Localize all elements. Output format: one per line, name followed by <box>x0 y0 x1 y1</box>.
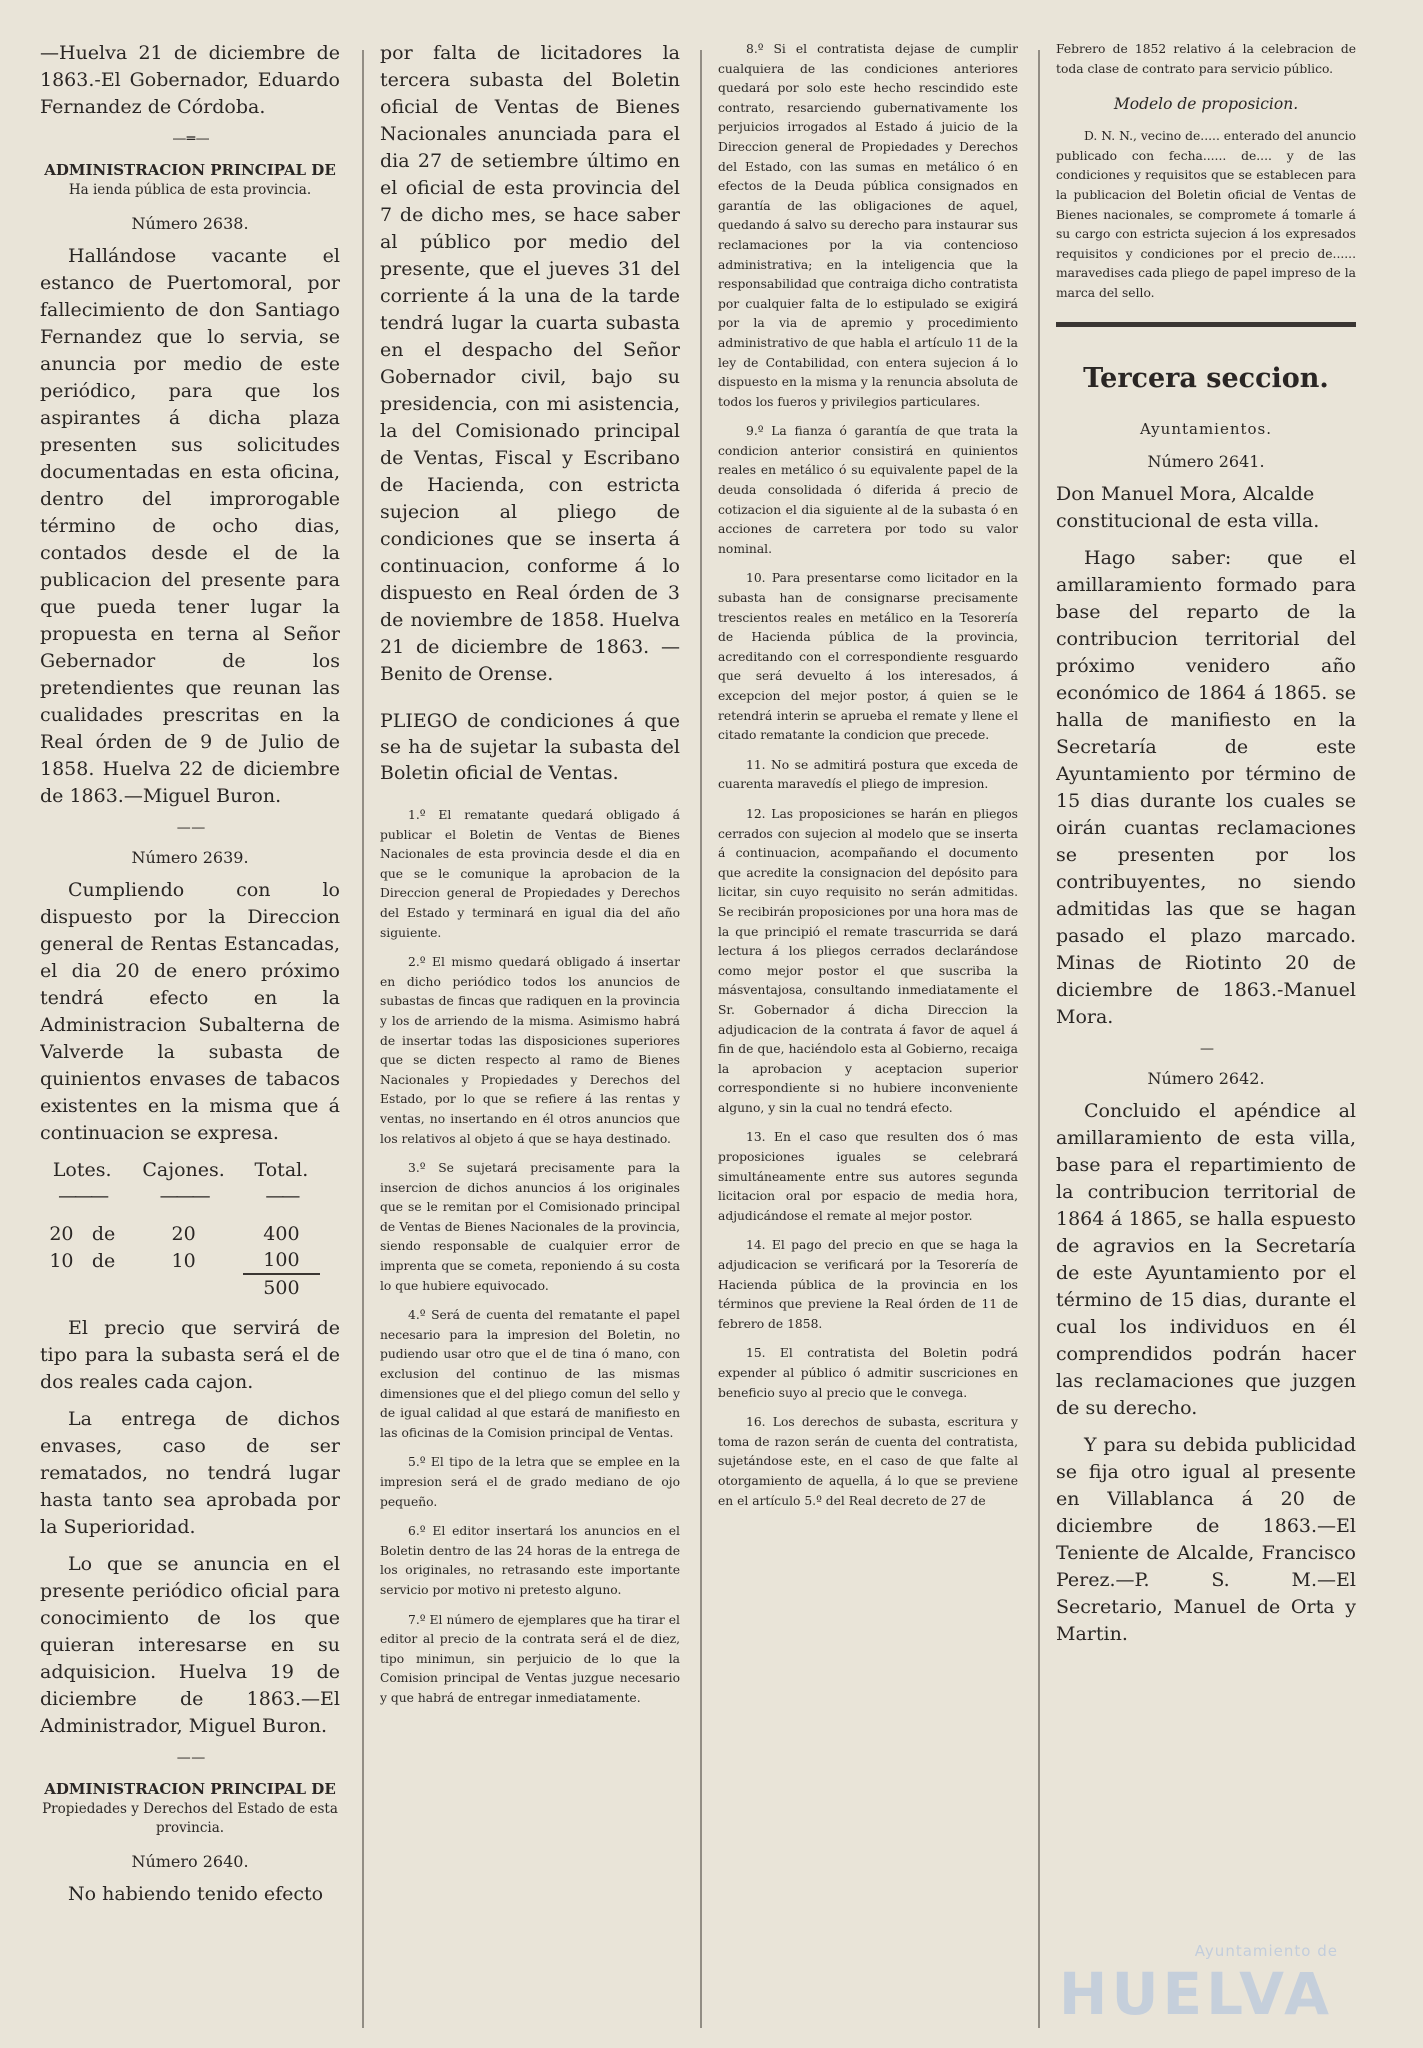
admin2-title: ADMINISTRACION PRINCIPAL DE <box>44 1780 336 1798</box>
modelo-title: Modelo de proposicion. <box>1113 95 1299 114</box>
notice-number-2638: Número 2638. <box>131 214 249 233</box>
watermark-caption: Ayuntamiento de <box>1194 1942 1338 1960</box>
condition-2: 2.º El mismo quedará obligado á insertar en dicho periódico todos los anuncios de subastas de fincas que radiquen en la provincia y los de arriendo de la misma. Asimismo habrá de insertar todas las disposiciones superiores que se dicten respecto al ramo de Bienes Nacionales y Propiedades y Derechos del Estado, por lo que se refiere á las rentas y ventas, no insertando en él otros anuncios que los relativos al objeto á que se haya destinado. <box>380 955 680 1146</box>
condition-12: 12. Las proposiciones se harán en pliegos cerrados con sujecion al modelo que se inserta á continuacion, acompañando el documento que acredite la consignacion del depósito para licitar, sin cuyo requisito no serán admitidas. Se recibirán proposiciones por una hora mas de la que principió el remate trascurrida se dará lectura á los pliegos cerrados declarándose como mejor postor el que suscriba la másventajosa, consultando inmediatamente el Sr. Gobernador á dicha Direccion la adjudicacion de la contrata á favor de aquel á fin de que, haciéndolo esta al Gobierno, recaiga la aprobacion y aceptacion superior correspondiente si no hubiere inconveniente alguno, y sin la cual no tendrá efecto. <box>718 806 1018 1115</box>
watermark-logo: HUELVA <box>1058 1960 1333 2028</box>
section-divider <box>1056 322 1356 327</box>
admin2-subtitle: Propiedades y Derechos del Estado de esta provincia. <box>42 1801 338 1836</box>
condition-9: 9.º La fianza ó garantía de que trata la condicion anterior consistirá en quinientos reales en metálico ó su equivalente papel de la deuda consolidada ó diferida á precio de cotizacion el dia siguiente al de la subasta ó en acciones de carretera por todo su valor nominal. <box>718 424 1018 556</box>
notice-2639-text: Cumpliendo con lo dispuesto por la Direccion general de Rentas Estancadas, el dia 20 de enero próximo tendrá efecto en la Administracion Subalterna de Valverde la subasta de quinientos envases de tabacos existentes en la misma que á continuacion se expresa. <box>40 879 340 1144</box>
column-rule <box>1038 50 1040 2028</box>
column-4 <box>1056 40 1356 2038</box>
notice-number-2641: Número 2641. <box>1147 451 1265 471</box>
intro-signature: —Huelva 21 de diciembre de 1863.-El Gobernador, Eduardo Fernandez de Córdoba. <box>40 42 340 118</box>
separator: — ═ — <box>172 131 208 147</box>
table-rule-row: ——— ——— —— <box>58 1185 298 1207</box>
column-rule <box>362 50 364 2028</box>
notice-2640-continued: por falta de licitadores la tercera subasta del Boletin oficial de Ventas de Bienes Nacionales anunciada para el dia 27 de setiembre último en el oficial de esta provincia del 7 de dicho mes, se hace saber al público por medio del presente, que el jueves 31 del corriente á la una de la tarde tendrá lugar la cuarta subasta en el despacho del Señor Gobernador civil, bajo su presidencia, con mi asistencia, la del Comisionado principal de Ventas, Fiscal y Escribano de Hacienda, con estricta sujecion al pliego de condiciones que se inserta á continuacion, conforme á lo dispuesto en Real órden de 3 de noviembre de 1858. Huelva 21 de diciembre de 1863. —Benito de Orense. <box>380 42 680 685</box>
separator: — — <box>176 820 204 836</box>
table-total: 500 <box>243 1274 320 1301</box>
separator: — — <box>176 1750 204 1766</box>
section-title: Tercera seccion. <box>1083 362 1329 394</box>
condition-15: 15. El contratista del Boletin podrá expender al público ó admitir suscriciones en beneficio suyo al precio que le convega. <box>718 1346 1018 1400</box>
notice-number-2642: Número 2642. <box>1147 1068 1265 1088</box>
table-row: 20 de 20 400 <box>49 1223 300 1245</box>
condition-14: 14. El pago del precio en que se haga la adjudicacion se verificará por la Tesorería de Hacienda pública de la provincia en los términos que previene la Real órden de 11 de febrero de 1858. <box>718 1238 1018 1331</box>
condition-16-continued: Febrero de 1852 relativo á la celebracion de toda clase de contrato para servicio público. <box>1056 42 1356 76</box>
notice-number-2640: Número 2640. <box>131 1852 249 1871</box>
condition-13: 13. En el caso que resulten dos ó mas proposiciones iguales se celebrará simultáneamente entre sus autores segunda licitacion oral por espacio de media hora, adjudicándose el remate al mejor postor. <box>718 1130 1018 1223</box>
notice-2642-text: Concluido el apéndice al amillaramiento de esta villa, base para el repartimiento de la contribucion territorial de 1864 á 1865, se halla espuesto de agravios en la Secretaría de este Ayuntamiento por el término de 15 dias, durante el cual los individuos en él comprendidos podrán hacer las reclamaciones que juzgen de su derecho. <box>1056 1099 1356 1419</box>
announcement-paragraph: Lo que se anuncia en el presente periódico oficial para conocimiento de los que quieran interesarse en su adquisicion. Huelva 19 de diciembre de 1863.—El Administrador, Miguel Buron. <box>40 1553 340 1737</box>
admin1-title: ADMINISTRACION PRINCIPAL DE <box>44 161 336 179</box>
notice-2638-text: Hallándose vacante el estanco de Puertomoral, por fallecimiento de don Santiago Fernandez que lo servia, se anuncia por medio de este periódico, para que los aspirantes á dicha plaza presenten sus solicitudes documentadas en esta oficina, dentro del improrogable término de ocho dias, contados desde el de la publicacion del presente para que pueda tener lugar la propuesta en terna al Señor Gebernador de los pretendientes que reunan las cualidades prescritas en la Real órden de 9 de Julio de 1858. Huelva 22 de diciembre de 1863.—Miguel Buron. <box>40 245 340 807</box>
condition-6: 6.º El editor insertará los anuncios en el Boletin dentro de las 24 horas de la entrega de los originales, no retrasando este importante servicio por motivo ni pretesto alguno. <box>380 1524 680 1597</box>
condition-16: 16. Los derechos de subasta, escritura y toma de razon serán de cuenta del contratista, sujetándose este, en el caso de que falte al otorgamiento de aquella, á lo que se previene en el artículo 5.º del Real decreto de 27 de <box>718 1415 1018 1508</box>
column-2 <box>380 40 680 2038</box>
separator: — <box>1200 1040 1212 1057</box>
table-row: 10 de 10 100 <box>49 1249 300 1272</box>
condition-4: 4.º Será de cuenta del rematante el papel necesario para la impresion del Boletin, no pudiendo usar otro que el de tina ó mano, con exclusion del continuo de las mismas dimensiones que el del pliego comun del sello y de igual calidad al que estará de manifiesto en las oficinas de la Comision principal de Ventas. <box>380 1308 680 1440</box>
admin1-subtitle: Ha ienda pública de esta provincia. <box>68 182 312 198</box>
column-3 <box>718 40 1018 2038</box>
notice-2642-closing: Y para su debida publicidad se fija otro igual al presente en Villablanca á 20 de diciembre de 1863.—El Teniente de Alcalde, Francisco Perez.—P. S. M.—El Secretario, Manuel de Orta y Martin. <box>1056 1433 1356 1645</box>
price-paragraph: El precio que servirá de tipo para la subasta será el de dos reales cada cajon. <box>40 1317 340 1393</box>
modelo-text: D. N. N., vecino de..... enterado del anuncio publicado con fecha...... de.... y de las condiciones y requisitos que se establecen para la publicacion del Boletin oficial de Ventas de Bienes nacionales, se compromete á tomarle á su cargo con estricta sujecion á los expresados requisitos y condiciones por el precio de...... maravedises cada pliego de papel impreso de la marca del sello. <box>1056 129 1356 300</box>
condition-3: 3.º Se sujetará precisamente para la insercion de dichos anuncios á los originales que se le remitan por el Comisionado principal de Ventas de Bienes Nacionales de la provincia, siendo responsable de cualquier error de imprenta que se cometa, reponiendo á su costa lo que hubiere equivocado. <box>380 1161 680 1293</box>
notice-2640-text: No habiendo tenido efecto <box>68 1883 324 1905</box>
pliego-title: PLIEGO de condiciones á que se ha de sujetar la subasta del Boletin oficial de Ventas. <box>380 710 680 784</box>
mayor-heading: Don Manuel Mora, Alcalde constitucional de esta villa. <box>1056 482 1320 532</box>
delivery-paragraph: La entrega de dichos envases, caso de ser rematados, no tendrá lugar hasta tanto sea aprobada por la Superioridad. <box>40 1408 340 1538</box>
table-header-lotes: Lotes. <box>52 1159 112 1181</box>
condition-5: 5.º El tipo de la letra que se emplee en la impresion será el de grado mediano de ojo pequeño. <box>380 1455 680 1509</box>
table-header-row <box>40 1157 320 1183</box>
table-header-total: Total. <box>254 1159 309 1181</box>
column-rule <box>700 50 702 2028</box>
condition-11: 11. No se admitirá postura que exceda de cuarenta maravedís el pliego de impresion. <box>718 757 1018 792</box>
condition-10: 10. Para presentarse como licitador en la subasta han de consignarse precisamente trescientos reales en metálico en la Tesorería de Hacienda pública de la provincia, acreditando con el correspondiente resguardo que será devuelto á los interesados, á excepcion del mejor postor, á quien se le retendrá interin se aprueba el remate y llene el citado rematante la condicion que precede. <box>718 571 1018 743</box>
notice-number-2639: Número 2639. <box>131 848 249 867</box>
condition-1: 1.º El rematante quedará obligado á publicar el Boletin de Ventas de Bienes Nacionales de esta provincia desde el dia en que se le comunique la aprobacion de la Direccion general de Propiedades y Derechos del Estado y terminará en igual dia del año siguiente. <box>380 808 680 940</box>
condition-8: 8.º Si el contratista dejase de cumplir cualquiera de las condiciones anteriores quedará por solo este hecho rescindido este contrato, resarciendo gubernativamente los perjuicios irrogados al Estado á juicio de la Direccion general de Propiedades y Derechos del Estado, con las sumas en metálico ó en efectos de la Deuda pública consignados en garantía de las obligaciones de aquel, quedando á salvo su derecho para instaurar sus reclamaciones por la via contencioso administrativa; en la inteligencia que la responsabilidad que contraiga dicho contratista por cualquier falta de lo estipulado se exigirá por la via de apremio y procedimiento administrativo de que habla el artículo 11 de la ley de Contabilidad, con entera sujecion á lo dispuesto en la misma y la renuncia absoluta de todos los fueros y privilegios particulares. <box>718 42 1018 409</box>
column-1 <box>40 40 340 2038</box>
lots-table <box>40 1157 320 1301</box>
condition-7: 7.º El número de ejemplares que ha tirar el editor al precio de la contrata será el de diez, tipo minimun, sin perjuicio de lo que la Comision principal de Ventas juzgue necesario y que habrá de entregar inmediatamente. <box>380 1612 680 1705</box>
table-total-row <box>40 1274 320 1301</box>
ayuntamientos-heading: Ayuntamientos. <box>1139 419 1273 438</box>
table-header-cajones: Cajones. <box>142 1159 225 1181</box>
notice-2641-text: Hago saber: que el amillaramiento formado para base del reparto de la contribucion territorial del próximo venidero año económico de 1864 á 1865. se halla de manifiesto en la Secretaría de este Ayuntamiento por término de 15 dias durante los cuales se oirán cuantas reclamaciones se presenten por los contribuyentes, no siendo admitidas las que se hagan pasado el plazo marcado. Minas de Riotinto 20 de diciembre de 1863.-Manuel Mora. <box>1056 546 1356 1028</box>
